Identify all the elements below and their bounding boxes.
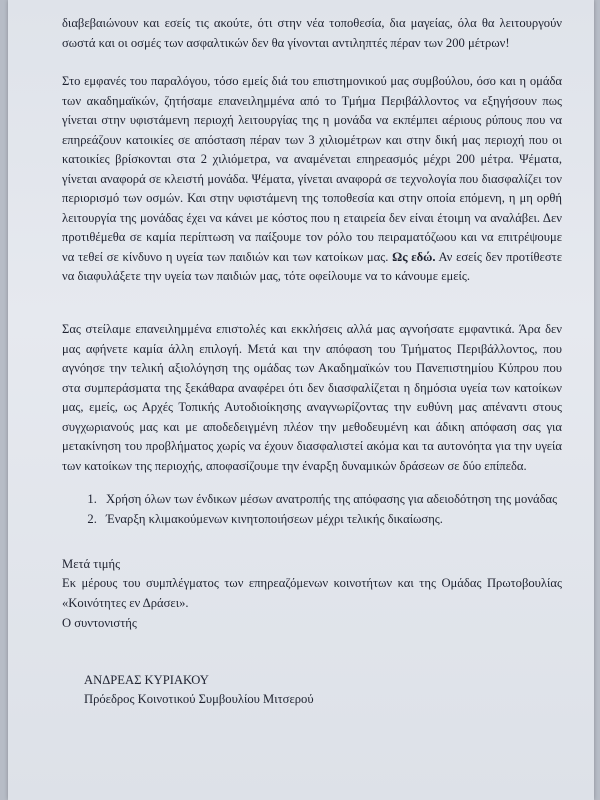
on-behalf-line: Εκ μέρους του συμπλέγματος των επηρεαζόμενων κοινοτήτων και της Ομάδας Πρωτοβουλίας «Κοινότητες εν Δράσει». (62, 576, 562, 610)
coordinator-label: Ο συντονιστής (62, 616, 137, 630)
measure-item-legal: 1. Χρήση όλων των ένδικων μέσων ανατροπής της απόφασης για αδειοδότηση της μονάδας (100, 490, 600, 510)
measure-item-mobilisation: 2. Έναρξη κλιμακούμενων κινητοποιήσεων μέχρι τελικής δικαίωσης. (100, 510, 600, 530)
paragraph-1-end: Αν εσείς δεν προτίθεστε να διαφυλάξετε την υγεία των παιδιών μας, τότε οφείλουμε να το κάνουμε εμείς. (62, 249, 562, 283)
measures-list (62, 490, 600, 529)
signatory-name: ΑΝΔΡΕΑΣ ΚΥΡΙΑΚΟΥ (84, 673, 209, 687)
paragraph-health-complaint (62, 72, 562, 287)
closing-salutation: Μετά τιμής (62, 557, 121, 571)
signatory-title: Πρόεδρος Κοινοτικού Συμβουλίου Μιτσερού (84, 692, 314, 706)
paragraph-1-emphasis: Ως εδώ. (392, 249, 436, 264)
letter-sheet (8, 0, 594, 800)
opening-fragment: διαβεβαιώνουν και εσείς τις ακούτε, ότι στην νέα τοποθεσία, δια μαγείας, όλα θα λειτουργούν σωστά και οι οσμές των ασφαλτικών δεν θα γίνονται αντιληπτές πέραν των 200 μέτρων! (62, 16, 562, 50)
paragraph-1-text: Στο εμφανές του παραλόγου, τόσο εμείς διά του επιστημονικού μας συμβούλου, όσο και η ομάδα των ακαδημαϊκών, ζητήσαμε επανειλημμένα από το Τμήμα Περιβάλλοντος να εξηγήσουν πως γίνεται στην υφιστάμενη περιοχή λειτουργίας της η μονάδα να εκπέμπει αέριους ρύπους που να επηρεάζουν κατοικίες σε απόσταση πέραν των 3 χιλιομέτρων και στην δική μας περιοχή που οι κατοικίες βρίσκονται στα 2 χιλιόμετρα, να αναμένεται επηρεασμός μέχρι 200 μέτρα. Ψέματα, γίνεται αναφορά σε κλειστή μονάδα. Ψέματα, γίνεται αναφορά σε τεχνολογία που διασφαλίζει τον περιορισμό των οσμών. Και στην υφιστάμενη της τοποθεσία και στην οποία επόμενη, η μη ορθή λειτουργία της μονάδας έχει να κάνει με κόστος που η εταιρεία δεν είναι έτοιμη να αναλάβει. Δεν προτιθέμεθα σε καμία περίπτωση να παίξουμε τον ρόλο του πειραματόζωου και να επιτρέψουμε να τεθεί σε κίνδυνο η υγεία των παιδιών και των κατοίκων μας. (62, 74, 562, 264)
paragraph-decision: Σας στείλαμε επανειλημμένα επιστολές και εκκλήσεις αλλά μας αγνοήσατε εμφαντικά. Άρα δεν μας αφήνετε καμία άλλη επιλογή. Μετά και την απόφαση του Τμήματος Περιβάλλοντος, που αγνόησε την τελική αξιολόγηση της ομάδας των Ακαδημαϊκών του Πανεπιστημίου Κύπρου που στα συμπεράσματα της ξεκάθαρα αναφέρει ότι δεν διασφαλίζεται η δημόσια υγεία των κατοίκων μας, εμείς, ως Αρχές Τοπικής Αυτοδιοίκησης αναγνωρίζοντας την ευθύνη μας απέναντι στους συγχωριανούς μας και με αποδεδειγμένη πλέον την μεθοδευμένη και άδικη απόφαση σας για μετακίνηση του προβλήματος χωρίς να έχουν διασφαλιστεί ακόμα και τα αυτονόητα για την υγεία των κατοίκων της περιοχής, αποφασίζουμε την έναρξη δυναμικών δράσεων σε δύο επίπεδα. (62, 322, 562, 473)
